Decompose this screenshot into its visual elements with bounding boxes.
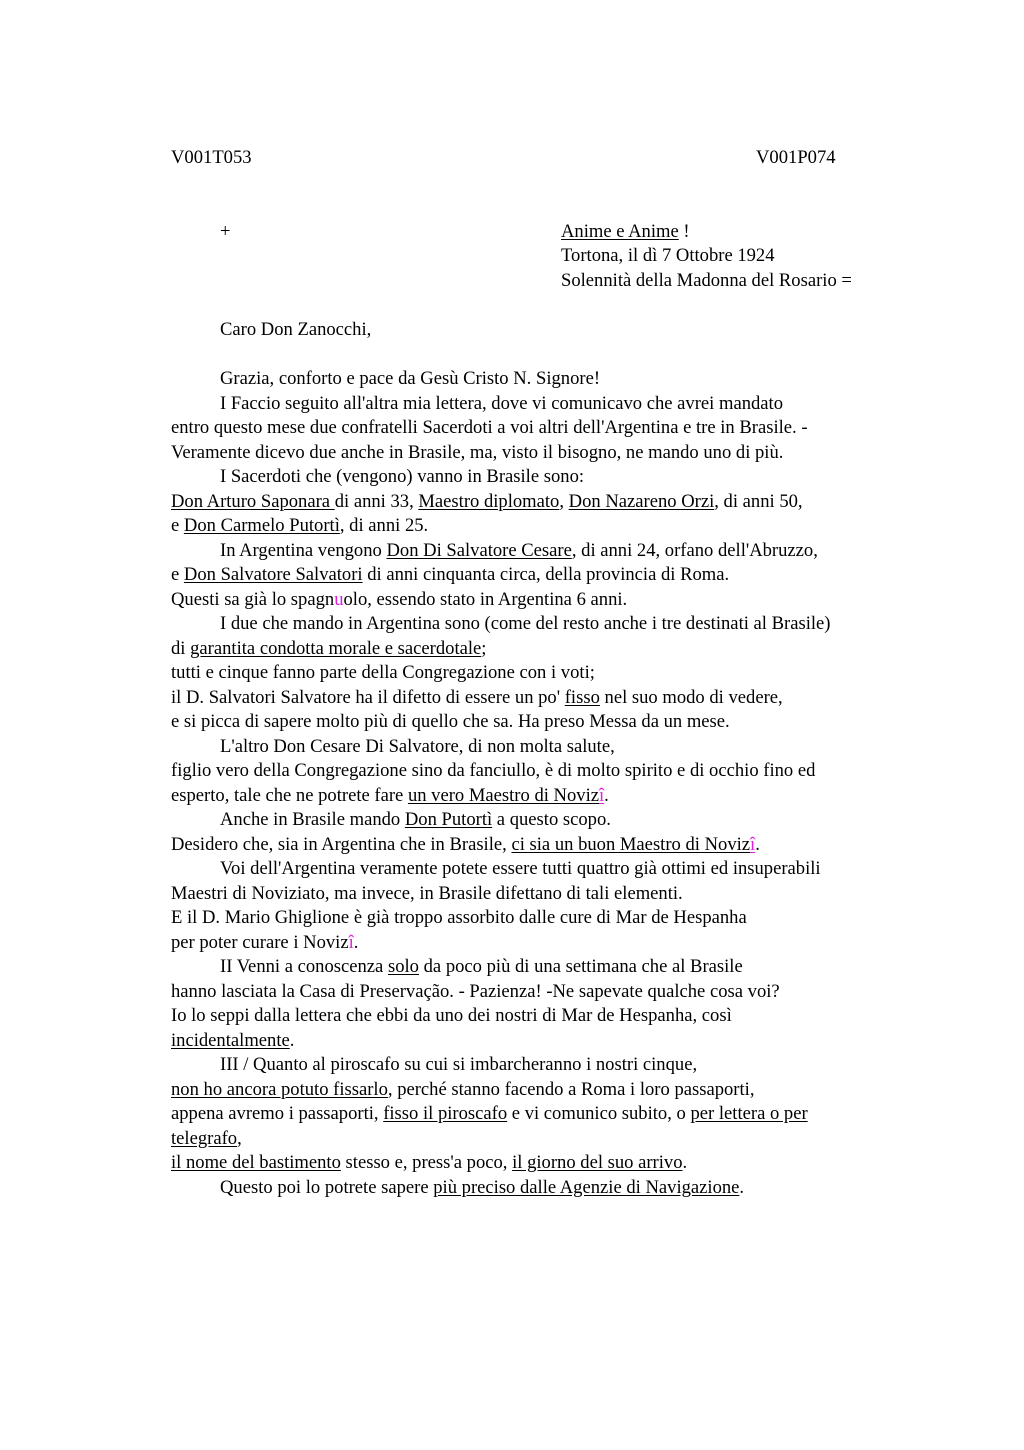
body-line (171, 367, 931, 392)
underlined-text: non ho ancora potuto fissarlo (171, 1078, 388, 1100)
text-segment: il D. Salvatori Salvatore ha il difetto di essere un po' (171, 686, 565, 708)
underlined-text: ci sia un buon Maestro di Noviz (511, 833, 751, 855)
body-line (171, 1151, 931, 1176)
underlined-text: incidentalmente (171, 1029, 290, 1051)
text-segment: stesso e, press'a poco, (340, 1152, 513, 1173)
text-segment: nel suo modo di vedere, (599, 686, 783, 708)
text-segment: , di anni 25. (339, 515, 429, 536)
text-segment: Io lo seppi dalla lettera che ebbi da uno dei nostri di Mar de Hespanha, così (171, 1005, 732, 1026)
body-line (171, 637, 931, 662)
text-segment: appena avremo i passaporti, (171, 1103, 384, 1124)
motto: Anime e Anime (561, 221, 679, 242)
text-segment: entro questo mese due confratelli Sacerdoti a voi altri dell'Argentina e tre in Brasile. - (171, 417, 808, 438)
letter-body (171, 367, 931, 1200)
text-segment: , di anni 24, orfano dell'Abruzzo, (571, 539, 818, 561)
body-line (171, 906, 931, 931)
text-segment: Voi dell'Argentina veramente potete essere tutti quattro già ottimi ed insuperabili (220, 858, 821, 879)
text-segment: L'altro Don Cesare Di Salvatore, di non molta salute, (220, 735, 615, 757)
underlined-text: per lettera o per (690, 1103, 808, 1124)
text-segment: olo, essendo stato in Argentina 6 anni. (343, 588, 628, 610)
text-segment: In Argentina vengono (220, 539, 387, 561)
body-line (171, 1053, 931, 1078)
text-segment: e vi comunico subito, o (507, 1103, 691, 1124)
text-segment: E il D. Mario Ghiglione è già troppo assorbito dalle cure di Mar de Hespanha (171, 907, 747, 928)
body-line (171, 1176, 931, 1201)
body-line (171, 612, 931, 637)
text-segment: di anni 33, (334, 490, 419, 512)
text-segment: Maestri di Noviziato, ma invece, in Brasile difettano di tali elementi. (171, 882, 683, 904)
place-date: Tortona, il dì 7 Ottobre 1924 (561, 245, 775, 266)
text-segment: . (755, 833, 760, 855)
body-line (171, 1078, 931, 1103)
text-segment: da poco più di una settimana che al Brasile (418, 956, 743, 977)
text-segment: e si picca di sapere molto più di quello che sa. Ha preso Messa da un mese. (171, 711, 730, 732)
body-line (171, 784, 931, 809)
underlined-text: garantita condotta morale e sacerdotale (190, 637, 482, 659)
text-segment: per poter curare i Noviz (171, 931, 349, 953)
cross-symbol: + (220, 221, 231, 242)
body-line (171, 882, 931, 907)
body-line (171, 514, 931, 539)
body-line (171, 808, 931, 833)
text-segment: e (171, 564, 184, 585)
text-segment: . (289, 1029, 295, 1051)
body-line (171, 833, 931, 858)
text-segment: a questo scopo. (492, 809, 611, 830)
body-line (171, 1029, 931, 1054)
body-line (171, 1004, 931, 1029)
feast-day: Solennità della Madonna del Rosario = (561, 270, 852, 291)
motto-line (561, 220, 690, 245)
text-segment: I Sacerdoti che (vengono) vanno in Brasile sono: (220, 466, 585, 487)
text-segment: . (682, 1152, 688, 1173)
body-line (171, 416, 931, 441)
underlined-text: il giorno del suo arrivo (512, 1152, 683, 1173)
body-line (171, 735, 931, 760)
underlined-text: più preciso dalle Agenzie di Navigazione (433, 1176, 740, 1198)
body-line (171, 539, 931, 564)
body-line (171, 931, 931, 956)
text-segment: Questi sa già lo spagn (171, 588, 335, 610)
body-line (171, 686, 931, 711)
text-segment: . (739, 1176, 745, 1198)
text-segment: ; (481, 637, 487, 659)
body-line (171, 1127, 931, 1152)
salutation: Caro Don Zanocchi, (220, 319, 372, 340)
text-segment: , di anni 50, (714, 490, 803, 512)
document-code-right: V001P074 (756, 147, 836, 168)
underlined-text: Don Putortì (404, 809, 493, 830)
underlined-text: il nome del bastimento (171, 1152, 341, 1173)
text-segment: I Faccio seguito all'altra mia lettera, dove vi comunicavo che avrei mandato (220, 392, 784, 414)
text-segment: Grazia, conforto e pace da Gesù Cristo N. Signore! (220, 368, 601, 389)
text-segment: esperto, tale che ne potrete fare (171, 784, 408, 806)
underlined-text: fisso (564, 686, 600, 708)
motto-suffix: ! (678, 221, 690, 242)
text-segment: II Venni a conoscenza (220, 956, 388, 977)
underlined-text: Maestro diplomato (418, 490, 560, 512)
text-segment: , (559, 490, 569, 512)
text-segment: e (171, 515, 184, 536)
underlined-text: Don Di Salvatore Cesare (386, 539, 572, 561)
text-segment: di (171, 637, 191, 659)
text-segment: di anni cinquanta circa, della provincia di Roma. (362, 564, 730, 585)
text-segment: . (604, 784, 609, 806)
underlined-text: un vero Maestro di Noviz (407, 784, 599, 806)
underlined-text: î (750, 833, 756, 855)
body-line (171, 857, 931, 882)
text-segment: , perché stanno facendo a Roma i loro passaporti, (387, 1078, 755, 1100)
body-line (171, 1102, 931, 1127)
text-segment: figlio vero della Congregazione sino da fanciullo, è di molto spirito e di occhio fino ed (171, 760, 816, 781)
underlined-text: solo (387, 956, 419, 977)
body-line (171, 955, 931, 980)
underlined-text: fisso il piroscafo (383, 1103, 508, 1124)
underlined-text: Don Arturo Saponara (171, 490, 335, 512)
underlined-text: telegrafo (171, 1127, 238, 1149)
underlined-text: î (599, 784, 605, 806)
highlighted-char: u (334, 588, 344, 610)
body-line (171, 441, 931, 466)
body-line (171, 759, 931, 784)
body-line (171, 661, 931, 686)
document-code-left: V001T053 (171, 147, 252, 168)
highlighted-char: î (348, 931, 354, 953)
text-segment: I due che mando in Argentina sono (come del resto anche i tre destinati al Brasile) (220, 613, 831, 634)
underlined-text: Don Nazareno Orzi (568, 490, 715, 512)
body-line (171, 490, 931, 515)
text-segment: tutti e cinque fanno parte della Congregazione con i voti; (171, 662, 595, 683)
body-line (171, 465, 931, 490)
text-segment: hanno lasciata la Casa di Preservação. - Pazienza! -Ne sapevate qualche cosa voi? (171, 980, 780, 1002)
text-segment: , (237, 1127, 242, 1149)
text-segment: III / Quanto al piroscafo su cui si imbarcheranno i nostri cinque, (220, 1054, 698, 1075)
body-line (171, 563, 931, 588)
text-segment: Veramente dicevo due anche in Brasile, ma, visto il bisogno, ne mando uno di più. (171, 441, 784, 463)
underlined-text: Don Salvatore Salvatori (183, 564, 363, 585)
text-segment: . (353, 931, 359, 953)
text-segment: Questo poi lo potrete sapere (220, 1176, 434, 1198)
body-line (171, 710, 931, 735)
body-line (171, 392, 931, 417)
body-line (171, 588, 931, 613)
text-segment: Desidero che, sia in Argentina che in Brasile, (171, 833, 512, 855)
body-line (171, 980, 931, 1005)
text-segment: Anche in Brasile mando (220, 809, 405, 830)
underlined-text: Don Carmelo Putortì (183, 515, 340, 536)
